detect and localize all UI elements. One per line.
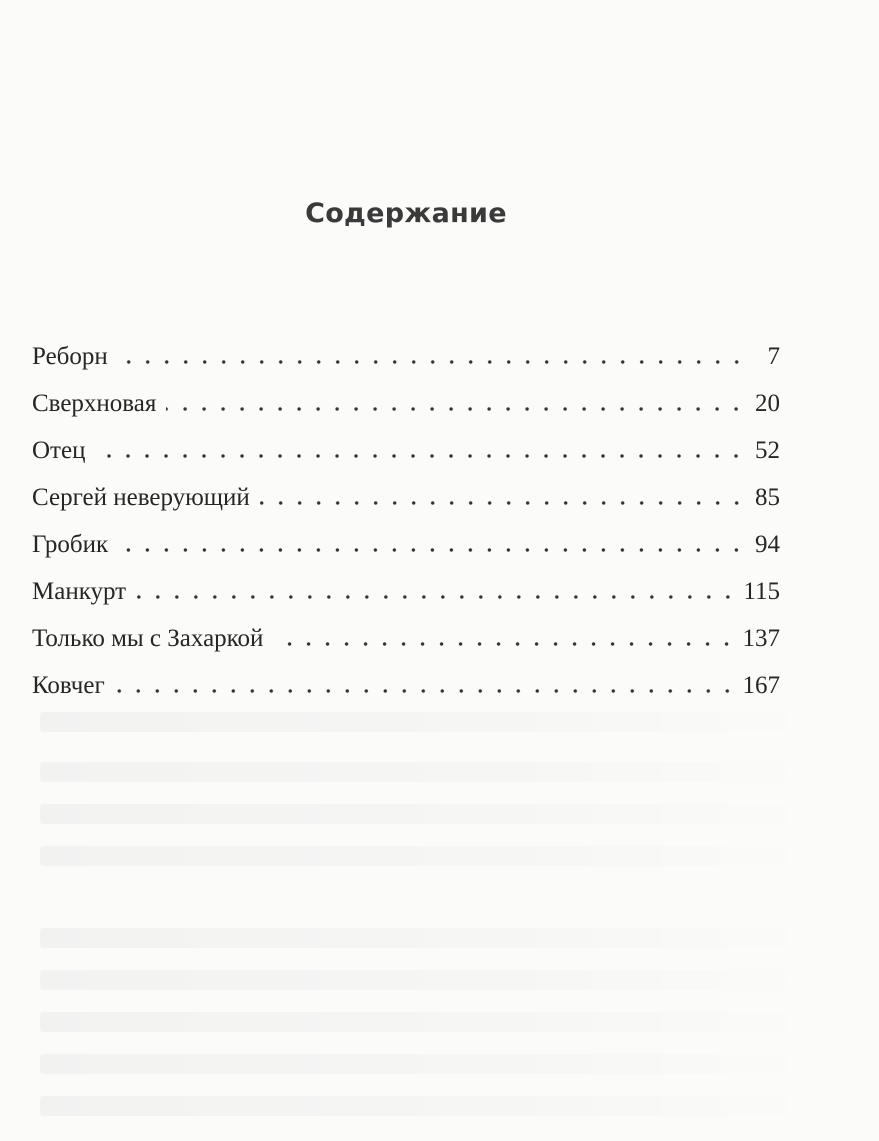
bleed-through-line <box>40 970 820 990</box>
toc-entry[interactable] <box>32 333 780 380</box>
bleed-through-line <box>40 1054 820 1074</box>
dot-leader <box>115 689 737 693</box>
toc-entry[interactable] <box>32 380 780 427</box>
toc-entry[interactable] <box>32 521 780 568</box>
toc-entry[interactable] <box>32 568 780 615</box>
bleed-through-line <box>40 846 820 866</box>
toc-entry-title: Манкурт <box>32 578 127 605</box>
toc-entry-page: 20 <box>755 390 780 417</box>
toc-entry[interactable] <box>32 662 780 709</box>
toc-entry-page: 52 <box>755 437 780 464</box>
page-title: Содержание <box>305 198 507 229</box>
toc-entry-title: Реборн <box>32 343 108 370</box>
toc-entry-page: 115 <box>743 578 780 605</box>
toc-entry-page: 137 <box>742 625 780 652</box>
bleed-through-line <box>40 1096 820 1116</box>
bleed-through-line <box>40 712 820 732</box>
dot-leader <box>118 548 746 552</box>
dot-leader <box>166 407 746 411</box>
bleed-through-line <box>40 804 820 824</box>
bleed-through-line <box>40 762 820 782</box>
toc-entry-title: Гробик <box>32 531 109 558</box>
toc-entry[interactable] <box>32 427 780 474</box>
toc-entry-title: Отец <box>32 437 86 464</box>
dot-leader <box>118 360 746 364</box>
toc-entry-title: Ковчег <box>32 672 105 699</box>
dot-leader <box>95 454 746 458</box>
toc-entry-page: 85 <box>755 484 780 511</box>
toc-entry-title: Сергей неверующий <box>32 484 250 511</box>
toc-entry[interactable] <box>32 615 780 662</box>
table-of-contents <box>32 333 780 709</box>
dot-leader <box>136 595 737 599</box>
toc-entry-page: 167 <box>742 672 780 699</box>
bleed-through-line <box>40 1012 820 1032</box>
dot-leader <box>273 642 736 646</box>
toc-entry-title: Сверхновая <box>32 390 157 417</box>
bleed-through-line <box>40 928 820 948</box>
toc-entry[interactable] <box>32 474 780 521</box>
toc-entry-page: 94 <box>755 531 780 558</box>
toc-entry-title: Только мы с Захаркой <box>32 625 264 652</box>
dot-leader <box>260 501 746 505</box>
toc-entry-page: 7 <box>767 343 780 370</box>
